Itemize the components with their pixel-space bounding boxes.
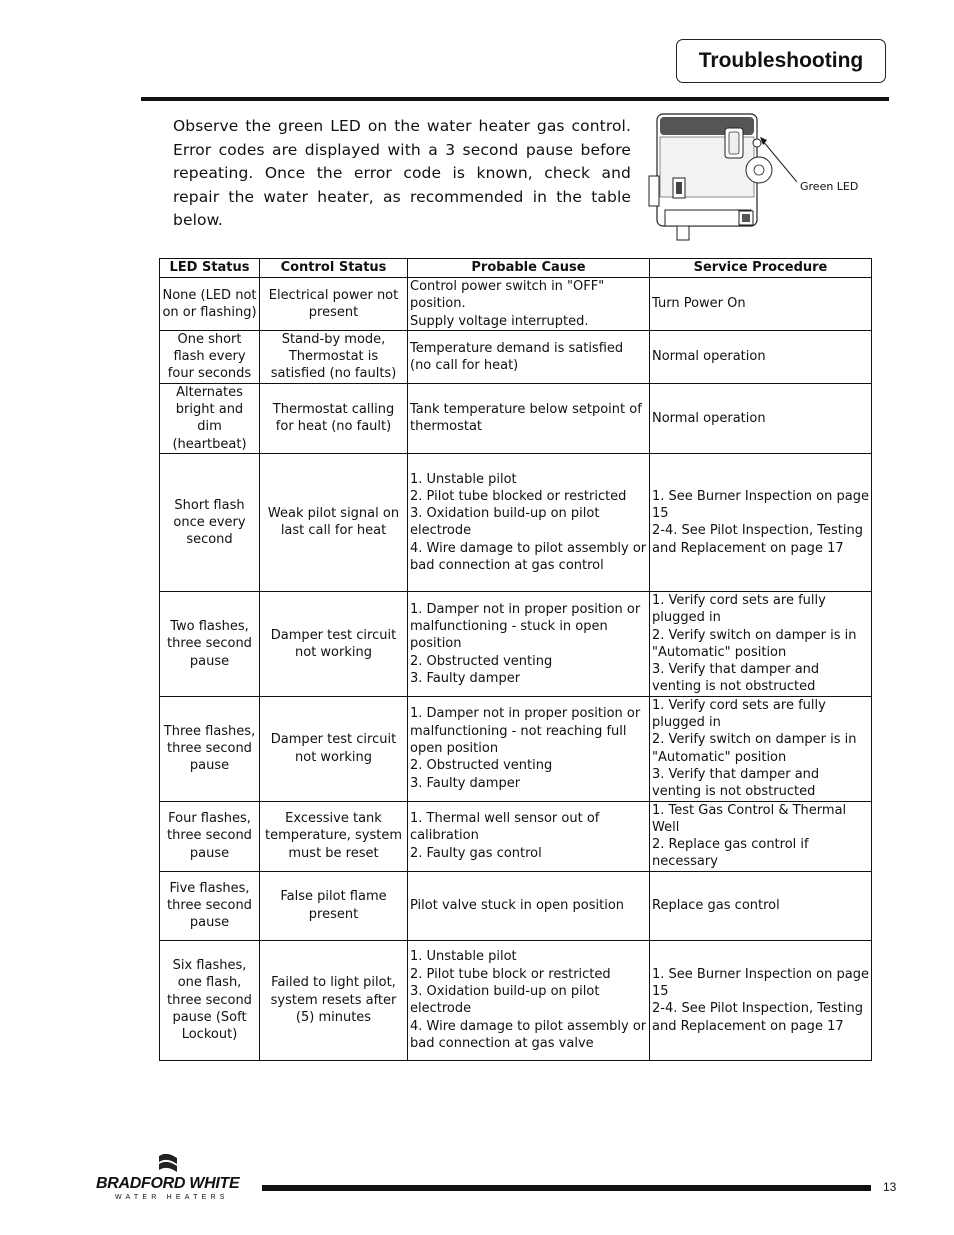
brand-logo-text: BRADFORD WHITE xyxy=(96,1175,240,1192)
table-header-row xyxy=(160,259,872,278)
probable-cause-cell: Tank temperature below setpoint of thermostat xyxy=(408,383,650,453)
service-procedure-cell: 1. Test Gas Control & Thermal Well 2. Replace gas control if necessary xyxy=(650,801,872,871)
probable-cause-cell: 1. Unstable pilot 2. Pilot tube blocked or restricted 3. Oxidation build-up on pilot electrode 4. Wire damage to pilot assembly or bad connection at gas control xyxy=(408,453,650,591)
led-status-cell: Two flashes, three second pause xyxy=(160,591,260,696)
service-procedure-cell: Normal operation xyxy=(650,383,872,453)
control-status-cell: Damper test circuit not working xyxy=(260,696,408,801)
troubleshooting-table xyxy=(159,258,872,1061)
control-status-cell: Electrical power not present xyxy=(260,278,408,331)
table-row xyxy=(160,453,872,591)
control-status-cell: Excessive tank temperature, system must be reset xyxy=(260,801,408,871)
gas-control-illustration xyxy=(647,110,797,250)
probable-cause-cell: 1. Damper not in proper position or malfunctioning - not reaching full open position 2. Obstructed venting 3. Faulty damper xyxy=(408,696,650,801)
service-procedure-cell: Replace gas control xyxy=(650,871,872,940)
control-status-cell: False pilot flame present xyxy=(260,871,408,940)
probable-cause-cell: Temperature demand is satisfied (no call for heat) xyxy=(408,330,650,383)
intro-paragraph: Observe the green LED on the water heater gas control. Error codes are displayed with a 3 second pause before repeating. Once the error code is known, check and repair the water heater, as recommended in the table below. xyxy=(173,117,631,229)
led-status-cell: One short flash every four seconds xyxy=(160,330,260,383)
control-status-cell: Failed to light pilot, system resets after (5) minutes xyxy=(260,940,408,1060)
header-rule xyxy=(141,97,889,101)
led-status-cell: Six flashes, one flash, three second pause (Soft Lockout) xyxy=(160,940,260,1060)
probable-cause-cell: Control power switch in "OFF" position. Supply voltage interrupted. xyxy=(408,278,650,331)
control-status-cell: Stand-by mode, Thermostat is satisfied (no faults) xyxy=(260,330,408,383)
probable-cause-cell: 1. Damper not in proper position or malfunctioning - stuck in open position 2. Obstructed venting 3. Faulty damper xyxy=(408,591,650,696)
led-status-cell: None (LED not on or flashing) xyxy=(160,278,260,331)
green-led-label: Green LED xyxy=(800,180,859,193)
footer-rule xyxy=(262,1185,871,1191)
page-title: Troubleshooting xyxy=(676,39,886,83)
service-procedure-cell: 1. Verify cord sets are fully plugged in 2. Verify switch on damper is in "Automatic" position 3. Verify that damper and venting is not obstructed xyxy=(650,591,872,696)
page-number: 13 xyxy=(883,1180,897,1194)
header-control-status: Control Status xyxy=(260,259,408,278)
led-status-cell: Three flashes, three second pause xyxy=(160,696,260,801)
service-procedure-cell: 1. Verify cord sets are fully plugged in 2. Verify switch on damper is in "Automatic" position 3. Verify that damper and venting is not obstructed xyxy=(650,696,872,801)
table-row xyxy=(160,330,872,383)
header-probable-cause: Probable Cause xyxy=(408,259,650,278)
control-status-cell: Damper test circuit not working xyxy=(260,591,408,696)
table-row xyxy=(160,801,872,871)
table-row xyxy=(160,278,872,331)
control-status-cell: Thermostat calling for heat (no fault) xyxy=(260,383,408,453)
service-procedure-cell: Normal operation xyxy=(650,330,872,383)
probable-cause-cell: 1. Unstable pilot 2. Pilot tube block or restricted 3. Oxidation build-up on pilot electrode 4. Wire damage to pilot assembly or bad connection at gas valve xyxy=(408,940,650,1060)
header-service-procedure: Service Procedure xyxy=(650,259,872,278)
table-row xyxy=(160,696,872,801)
table-row xyxy=(160,383,872,453)
table-row xyxy=(160,871,872,940)
brand-logo-subtext: WATER HEATERS xyxy=(115,1194,229,1201)
table-row xyxy=(160,591,872,696)
probable-cause-cell: 1. Thermal well sensor out of calibration 2. Faulty gas control xyxy=(408,801,650,871)
led-status-cell: Five flashes, three second pause xyxy=(160,871,260,940)
service-procedure-cell: 1. See Burner Inspection on page 15 2-4. See Pilot Inspection, Testing and Replacement on page 17 xyxy=(650,453,872,591)
led-status-cell: Four flashes, three second pause xyxy=(160,801,260,871)
service-procedure-cell: Turn Power On xyxy=(650,278,872,331)
led-status-cell: Short flash once every second xyxy=(160,453,260,591)
led-status-cell: Alternates bright and dim (heartbeat) xyxy=(160,383,260,453)
header-led-status: LED Status xyxy=(160,259,260,278)
table-row xyxy=(160,940,872,1060)
control-status-cell: Weak pilot signal on last call for heat xyxy=(260,453,408,591)
service-procedure-cell: 1. See Burner Inspection on page 15 2-4. See Pilot Inspection, Testing and Replacement on page 17 xyxy=(650,940,872,1060)
probable-cause-cell: Pilot valve stuck in open position xyxy=(408,871,650,940)
